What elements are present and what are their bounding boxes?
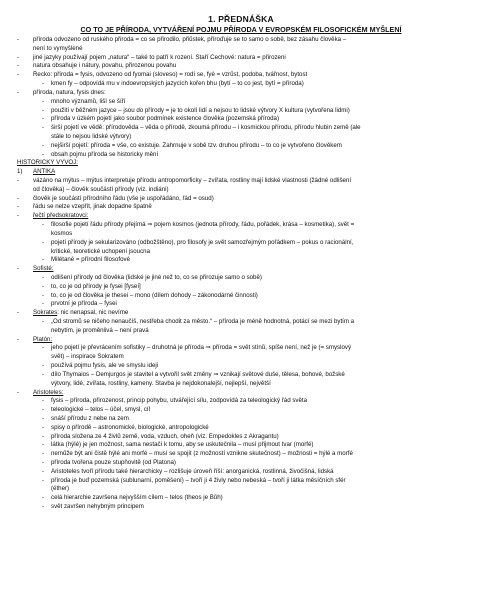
bullet-marker: - xyxy=(42,221,45,229)
text-line xyxy=(0,283,482,292)
bullet-marker: - xyxy=(42,414,45,422)
line-text: mnoho významů, liší se šíří xyxy=(51,97,126,105)
text-line xyxy=(0,221,482,230)
bullet-marker: - xyxy=(17,203,20,211)
line-text: řečtí předsokratovci: xyxy=(33,212,89,220)
bullet-marker: - xyxy=(17,53,20,61)
bullet-marker: - xyxy=(42,432,45,440)
line-text: natura obsahuje i nátury, povahu, přirozenou povahu xyxy=(33,62,177,70)
line-text: pojetí přírody je sekularizováno (odbožštěno), pro filosofy je svět samozřejmým pořádkem – pokus o racionální, xyxy=(51,238,354,246)
bullet-marker: - xyxy=(42,124,45,132)
bullet-marker: - xyxy=(17,62,20,70)
line-text: kritické, teoretické uchopení jsoucna xyxy=(51,247,150,255)
line-text: svět) – inspirace Sokratem xyxy=(51,353,124,361)
line-text: obsah pojmu příroda se historicky mění xyxy=(51,150,159,158)
text-line xyxy=(0,98,482,107)
line-text: Sofisté: xyxy=(33,265,54,273)
text-line xyxy=(0,248,482,257)
line-text: příroda tvořena pouze stupňovitě (od Platona) xyxy=(51,459,176,466)
bullet-marker: - xyxy=(42,362,45,370)
bullet-marker: - xyxy=(42,291,45,299)
line-text: odlišení přírody od člověka (lidské je jiné než to, co se přirozuje samo o sobě) xyxy=(51,273,262,281)
text-line xyxy=(0,265,482,274)
line-text: celá hierarchie završena nejvyšším cílem – telos (theos je Bůh) xyxy=(51,494,223,502)
text-line xyxy=(0,450,482,459)
text-line xyxy=(0,336,482,345)
text-line xyxy=(0,186,482,195)
text-line xyxy=(0,424,482,433)
text-line xyxy=(0,133,482,142)
text-line xyxy=(0,344,482,353)
text-line xyxy=(0,71,482,80)
text-line xyxy=(0,230,482,239)
text-line xyxy=(0,309,482,318)
text-line xyxy=(0,54,482,63)
text-line xyxy=(0,115,482,124)
text-line xyxy=(0,256,482,265)
bullet-marker: - xyxy=(42,441,45,449)
bullet-marker: 1) xyxy=(17,168,23,176)
text-line xyxy=(0,195,482,204)
bullet-marker: - xyxy=(42,370,45,378)
bullet-marker: - xyxy=(17,194,20,202)
bullet-marker: - xyxy=(42,80,45,88)
bullet-marker: - xyxy=(42,115,45,123)
bullet-marker: - xyxy=(17,335,20,343)
line-text: Platón: xyxy=(33,335,53,343)
bullet-marker: - xyxy=(42,423,45,431)
bullet-marker: - xyxy=(42,238,45,246)
text-line xyxy=(0,239,482,248)
bullet-marker: - xyxy=(17,265,20,273)
bullet-marker: - xyxy=(42,450,45,458)
text-line xyxy=(0,212,482,221)
bullet-marker: - xyxy=(42,503,45,511)
bullet-marker: - xyxy=(42,459,45,466)
line-text: spisy o přírodě – astronomické, biologické, antropologické xyxy=(51,423,209,431)
text-line xyxy=(0,124,482,133)
line-text: výtvory, lidé, zvířata, rostliny, kameny. Stavba je nejdokonalejší, nejlepší, největší xyxy=(51,379,271,387)
text-line xyxy=(0,503,482,512)
bullet-marker: - xyxy=(17,71,20,79)
text-line xyxy=(0,318,482,327)
text-line xyxy=(0,415,482,424)
line-text: to, co je od přírody je fysei [fyseí] xyxy=(51,282,141,290)
line-text: látka (hýlé) je jen možnost, sama nestačí k tomu, aby se uskutečnila – musí přijmout tvar (morfé) xyxy=(51,441,314,449)
bullet-marker: - xyxy=(17,177,20,184)
bullet-marker: - xyxy=(42,476,45,484)
line-text: používá pojmu fysis, ale ve smyslu ideji xyxy=(51,362,159,370)
text-line xyxy=(0,203,482,212)
text-line xyxy=(0,89,482,98)
line-text: nebytím, je proměnlivá – není pravá xyxy=(51,326,149,334)
bullet-marker: - xyxy=(42,106,45,114)
text-line xyxy=(0,371,482,380)
bullet-marker: - xyxy=(42,467,45,475)
lecture-body xyxy=(0,36,482,512)
text-line xyxy=(0,177,482,186)
text-line xyxy=(0,45,482,54)
bullet-marker: - xyxy=(42,273,45,281)
text-line xyxy=(0,36,482,45)
line-text: kmen fy – odpovídá mu v indoevropských jazycích kořen bhu (bytí – to co jest, bytí = příroda) xyxy=(51,80,304,88)
line-text: nejširší pojetí: příroda = vše, co existuje. Zahrnuje v sobě tzv. druhou přírodu – to co je vytvořeno člověkem xyxy=(51,141,342,149)
bullet-marker: - xyxy=(42,494,45,502)
line-text: stále to nejsou lidské výtvory) xyxy=(51,132,132,140)
line-text: fysis – příroda, přirozenost, princip pohybu, utvářející sílu, zodpovídá za teleologický řád světa xyxy=(51,397,307,405)
text-line xyxy=(0,477,482,486)
bullet-marker: - xyxy=(42,97,45,105)
line-text: filosofie pojetí řádu přírody přejímá ⇒ pojem kosmos (jednota přírody, řádu, pořádek, krása – kosmetika), svět = xyxy=(51,221,355,229)
bullet-marker: - xyxy=(42,150,45,158)
line-text: příroda je buď pozemská (sublunarní, poměšení) – tvoří ji 4 živly nebo nebeská – tvoří ji látka měsíčních sfér xyxy=(51,476,346,484)
text-line xyxy=(0,274,482,283)
line-text: teleologické – telos – účel, smysl, cíl xyxy=(51,406,150,414)
text-line xyxy=(0,494,482,503)
text-line xyxy=(0,107,482,116)
line-text: Milétané = přírodní filosofové xyxy=(51,256,131,264)
bullet-marker: - xyxy=(42,406,45,414)
line-text: jiné jazyky používají pojem „natura“ – také to patří k rození. Staří Čechové: natura = přirozeni xyxy=(33,53,286,61)
line-text: prvotní je příroda – fysei xyxy=(51,300,117,308)
line-text: snáší přírodu z nebe na zem xyxy=(51,414,129,422)
line-text: svět završen nehybným principem xyxy=(51,503,144,511)
line-text: příroda v úzkém pojetí jako soubor podmínek existence člověka (pozemská příroda) xyxy=(51,115,279,123)
text-line xyxy=(0,159,482,168)
bullet-marker: - xyxy=(17,388,20,396)
line-text: příroda složena ze 4 živlů země, voda, vzduch, oheň (viz. Empedokles z Akragantu) xyxy=(51,432,279,440)
text-line xyxy=(0,397,482,406)
text-line xyxy=(0,406,482,415)
bullet-marker: - xyxy=(42,141,45,149)
text-line xyxy=(0,459,482,468)
text-line xyxy=(0,80,482,89)
text-line xyxy=(0,362,482,371)
text-line xyxy=(0,151,482,160)
line-text: použití v běžném jazyce – jsou do přírody = je to okolí lidí a nejsou to lidské výtvory X kultura (vytvořena lidmi) xyxy=(51,106,350,114)
text-line xyxy=(0,468,482,477)
bullet-marker: - xyxy=(42,300,45,308)
line-text: od člověka) – člověk součástí přírody (viz. indiáni) xyxy=(33,185,169,193)
line-text: příroda, natura, fysis dnes: xyxy=(33,88,106,96)
line-text: dílo Thymaios – Demjurgos je stavitel a vytvořil svět změny ⇒ vznikají světové duše, tělesa, bohové, božské xyxy=(51,370,345,378)
line-text: nemůže být ani čistě hýlé ani morfé – musí se spojit (z možností vznikne skutečnost) – možnosti = hýlé a morfé xyxy=(51,450,353,458)
text-line xyxy=(0,62,482,71)
line-text: Aristoteles tvoří přírodu také hierarchicky – rozlišuje úroveň říší: anorganická, rostlinná, živočišná, lidská xyxy=(51,467,334,475)
line-text: není to vymyšlené xyxy=(33,44,83,52)
line-text: kosmos xyxy=(51,229,73,237)
text-line xyxy=(0,300,482,309)
line-text: ANTIKA xyxy=(33,168,56,176)
text-line xyxy=(0,292,482,301)
lecture-subtitle: CO TO JE PŘÍRODA, VYTVÁŘENÍ POJMU PŘÍRODA V EVROPSKÉM FILOSOFICKÉM MYŠLENÍ xyxy=(80,25,402,34)
text-line xyxy=(0,353,482,362)
bullet-marker: - xyxy=(42,282,45,290)
bullet-marker: - xyxy=(17,212,20,220)
line-text: řádu se nelze vzepřít, jinak dopadne špatně xyxy=(33,203,152,211)
line-text: širší pojetí ve vědě: přírodověda – věda o přírodě, zkoumá přírodu – i kosmickou přírodu, přírodu hlubin země (ale xyxy=(51,124,361,132)
bullet-marker: - xyxy=(42,318,45,325)
bullet-marker: - xyxy=(17,88,20,96)
line-text: „Od stromů se ničeho nenaučíš, nestřeba chodit za město.“ – příroda je méně hodnotná, potácí se mezi bytím a xyxy=(51,318,355,325)
line-text: příroda odvozeno od ruského přiroda = co se přirodilo, přiůstek, příroďuje se to samo o sobě, bez zásahu člověka – xyxy=(33,36,347,43)
lecture-title: 1. PŘEDNÁŠKA xyxy=(208,14,274,24)
line-text: HISTORICKÝ VÝVOJ: xyxy=(17,159,78,167)
text-line xyxy=(0,389,482,398)
text-line xyxy=(0,327,482,336)
text-line xyxy=(0,168,482,177)
line-text: Aristoteles: xyxy=(33,388,64,396)
text-line xyxy=(0,441,482,450)
line-text: Řecko: příroda = fysis, odvozeno od fyomai (sloveso) = rodí se, fyé = vzrůst, podoba, tvářnost, bytost xyxy=(33,71,308,79)
text-line xyxy=(0,142,482,151)
line-text: vázáno na mýtus – mýtus interpretuje přírodu antropomorficky – zvířata, rostliny mají lidské vlastnosti (žádné odlišení xyxy=(33,177,352,184)
line-text: jeho pojetí je převrácením sofistiky – druhotná je příroda ⇒ příroda = svět stínů, spíše není, než je (= smyslový xyxy=(51,344,352,352)
bullet-marker: - xyxy=(42,256,45,264)
bullet-marker: - xyxy=(17,36,20,43)
line-text: člověk je součástí přírodního řádu (vše je uspořádáno, řád = osud) xyxy=(33,194,214,202)
text-line xyxy=(0,433,482,442)
line-text: Sokrates: nic nenapsal, nic nevíme xyxy=(33,309,129,317)
bullet-marker: - xyxy=(42,397,45,405)
text-line xyxy=(0,485,482,494)
line-text: (éther) xyxy=(51,485,70,493)
bullet-marker: - xyxy=(17,309,20,317)
text-line xyxy=(0,380,482,389)
bullet-marker: - xyxy=(42,344,45,352)
line-text: to, co je od člověka je thesei – mono (dílem dohody – zákonodárné činnosti) xyxy=(51,291,258,299)
